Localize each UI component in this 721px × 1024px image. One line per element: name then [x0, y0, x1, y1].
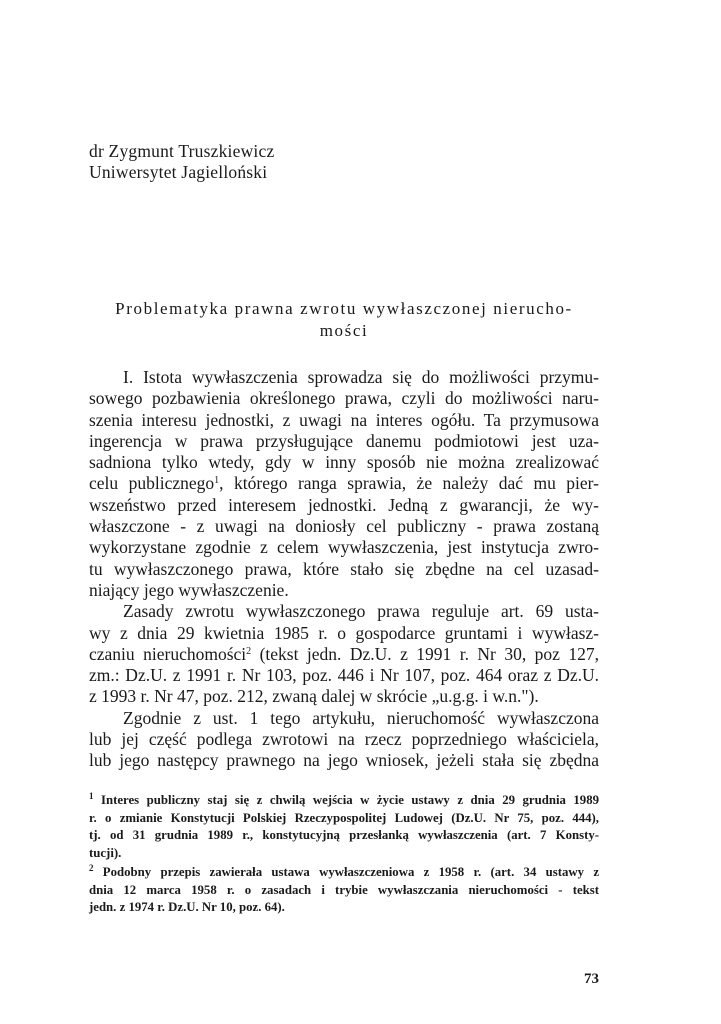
text-line: tu wywłaszczonego prawa, które stało się zbędne na cel uzasad-: [89, 558, 599, 579]
footnote-number: 2: [89, 863, 94, 873]
text-line: sowego pozbawienia określonego prawa, czyli do możliwości naru-: [89, 388, 599, 409]
paragraph-3: [89, 708, 599, 772]
text-line: właszczone - z uwagi na doniosły cel publiczny - prawa zostaną: [89, 516, 599, 537]
paragraph-2: [89, 601, 599, 707]
author-block: [89, 141, 274, 183]
page-number: 73: [584, 971, 599, 987]
author-name: dr Zygmunt Truszkiewicz: [89, 141, 275, 161]
article-title: [89, 298, 599, 342]
text-segment: celu publicznego: [89, 473, 215, 494]
footnote-line: dnia 12 marca 1958 r. o zasadach i trybie wywłaszczania nieruchomości - tekst: [89, 882, 599, 897]
text-line: sadniona tylko wtedy, gdy w inny sposób nie można zrealizować: [89, 452, 599, 473]
footnote-line: tj. od 31 grudnia 1989 r., konstytucyjną przesłanką wywłaszczenia (art. 7 Konsty-: [89, 828, 599, 842]
text-line: Zasady zwrotu wywłaszczonego prawa reguluje art. 69 usta-: [123, 601, 599, 622]
footnote-2: [89, 864, 599, 917]
footnote-line: jedn. z 1974 r. Dz.U. Nr 10, poz. 64).: [89, 900, 285, 914]
text-line-with-footnote: [89, 473, 599, 494]
text-line: wszeństwo przed interesem jednostki. Jedną z gwarancji, że wy-: [89, 494, 599, 515]
text-line: ingerencja w prawa przysługujące danemu podmiotowi jest uza-: [89, 430, 599, 451]
text-line: z 1993 r. Nr 47, poz. 212, zwaną dalej w skrócie „u.g.g. i w.n.").: [89, 686, 539, 707]
footnote-line: tucji).: [89, 845, 122, 860]
text-line: wy z dnia 29 kwietnia 1985 r. o gospodarce gruntami i wywłasz-: [89, 622, 599, 643]
footnote-line: [89, 792, 599, 810]
footnote-line: [89, 864, 599, 882]
footnotes-section: [89, 792, 599, 919]
title-line-1: Problematyka prawna zwrotu wywłaszczonej nierucho-: [115, 299, 573, 318]
text-segment: , którego ranga sprawia, że należy dać mu pier-: [219, 473, 599, 494]
footnote-line: r. o zmianie Konstytucji Polskiej Rzeczypospolitej Ludowej (Dz.U. Nr 75, poz. 444),: [89, 810, 599, 825]
title-line-2: mości: [319, 321, 369, 340]
footnote-ref-1[interactable]: 1: [214, 475, 220, 487]
footnote-ref-2[interactable]: 2: [246, 645, 252, 657]
text-segment: czaniu nieruchomości: [89, 643, 247, 664]
text-line: lub jej część podlega zwrotowi na rzecz poprzedniego właściciela,: [89, 729, 599, 750]
paragraph-1: [89, 367, 599, 601]
text-line: Zgodnie z ust. 1 tego artykułu, nieruchomość wywłaszczona: [123, 707, 599, 728]
text-line: niający jego wywłaszczenie.: [89, 579, 289, 600]
text-line-with-footnote: [89, 644, 599, 665]
text-line: I. Istota wywłaszczenia sprowadza się do możliwości przymu-: [123, 367, 599, 387]
footnote-1: [89, 792, 599, 862]
article-body: [89, 367, 599, 772]
text-segment: (tekst jedn. Dz.U. z 1991 r. Nr 30, poz 127,: [251, 643, 599, 664]
author-affiliation: Uniwersytet Jagielloński: [89, 162, 268, 182]
text-line: wykorzystane zgodnie z celem wywłaszczenia, jest instytucja zwro-: [89, 537, 599, 558]
footnote-text: Interes publiczny staj się z chwilą wejścia w życie ustawy z dnia 29 grudnia 1989: [101, 793, 600, 807]
text-line: zm.: Dz.U. z 1991 r. Nr 103, poz. 446 i Nr 107, poz. 464 oraz z Dz.U.: [89, 665, 599, 686]
footnote-number: 1: [89, 791, 94, 801]
text-line: szenia interesu jednostki, z uwagi na interes ogółu. Ta przymusowa: [89, 409, 599, 430]
text-line: lub jego następcy prawnego na jego wniosek, jeżeli stała się zbędna: [89, 750, 599, 771]
footnote-text: Podobny przepis zawierała ustawa wywłaszczeniowa z 1958 r. (art. 34 ustawy z: [102, 865, 600, 879]
